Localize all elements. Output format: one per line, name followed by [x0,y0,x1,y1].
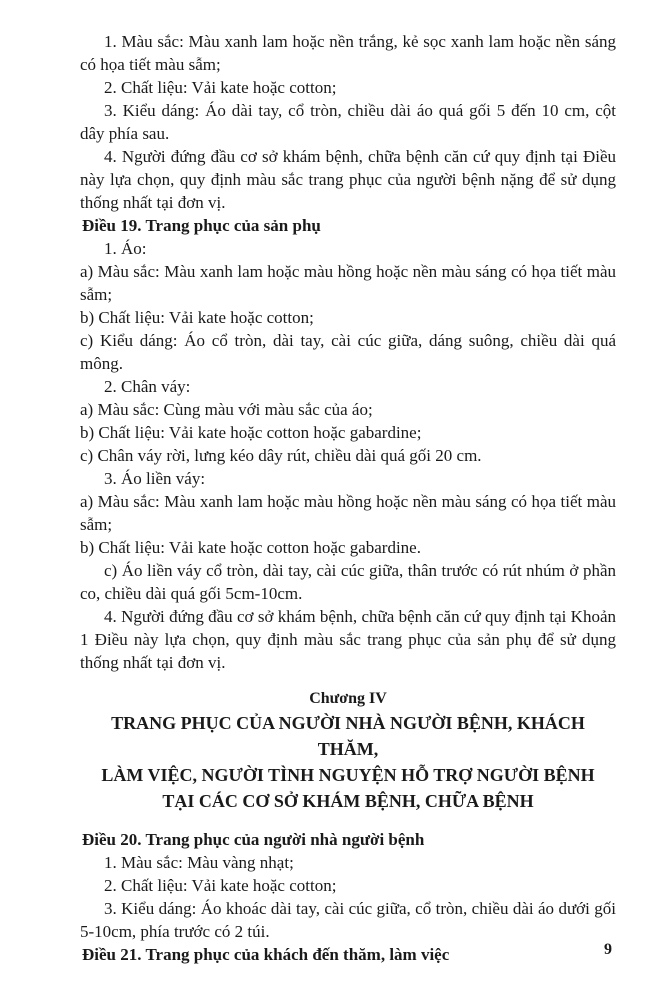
paragraph: c) Kiểu dáng: Áo cổ tròn, dài tay, cài cúc giữa, dáng suông, chiều dài quá mông. [80,331,616,373]
section-dieu-20-21 [80,828,616,966]
paragraph: a) Màu sắc: Màu xanh lam hoặc màu hồng hoặc nền màu sáng có họa tiết màu sẫm; [80,262,616,304]
paragraph: a) Màu sắc: Cùng màu với màu sắc của áo; [80,400,373,419]
chapter-title-line-1: TRANG PHỤC CỦA NGƯỜI NHÀ NGƯỜI BỆNH, KHÁCH THĂM, [111,713,585,759]
chapter-heading [80,688,616,814]
paragraph: 4. Người đứng đầu cơ sở khám bệnh, chữa bệnh căn cứ quy định tại Điều này lựa chọn, quy định màu sắc trang phục của người bệnh nặng để sử dụng thống nhất tại đơn vị. [80,147,616,212]
paragraph: 1. Màu sắc: Màu xanh lam hoặc nền trắng, kẻ sọc xanh lam hoặc nền sáng có họa tiết màu sẫm; [80,32,616,74]
article-heading: Điều 19. Trang phục của sản phụ [82,216,321,235]
paragraph: 4. Người đứng đầu cơ sở khám bệnh, chữa bệnh căn cứ quy định tại Khoản 1 Điều này lựa chọn, quy định màu sắc trang phục của sản phụ để sử dụng thống nhất tại đơn vị. [80,607,616,672]
paragraph: 1. Màu sắc: Màu vàng nhạt; [104,853,294,872]
paragraph: 3. Kiểu dáng: Áo khoác dài tay, cài cúc giữa, cổ tròn, chiều dài áo dưới gối 5-10cm, phía trước có 2 túi. [80,899,616,941]
article-heading: Điều 21. Trang phục của khách đến thăm, làm việc [82,945,450,964]
paragraph: 2. Chất liệu: Vải kate hoặc cotton; [104,876,337,895]
paragraph: 2. Chân váy: [104,377,191,396]
paragraph: 3. Kiểu dáng: Áo dài tay, cổ tròn, chiều dài áo quá gối 5 đến 10 cm, cột dây phía sau. [80,101,616,143]
paragraph: 1. Áo: [104,239,147,258]
paragraph: a) Màu sắc: Màu xanh lam hoặc màu hồng hoặc nền màu sáng có họa tiết màu sẫm; [80,492,616,534]
article-heading: Điều 20. Trang phục của người nhà người bệnh [82,830,425,849]
chapter-title-line-3: TẠI CÁC CƠ SỞ KHÁM BỆNH, CHỮA BỆNH [162,791,534,811]
paragraph: b) Chất liệu: Vải kate hoặc cotton; [80,308,314,327]
chapter-label: Chương IV [309,690,387,707]
paragraph: 3. Áo liền váy: [104,469,206,488]
chapter-title-line-2: LÀM VIỆC, NGƯỜI TÌNH NGUYỆN HỖ TRỢ NGƯỜI BỆNH [101,765,595,785]
paragraph: c) Chân váy rời, lưng kéo dây rút, chiều dài quá gối 20 cm. [80,446,482,465]
section-dieu-18-19 [80,30,616,674]
paragraph: c) Áo liền váy cổ tròn, dài tay, cài cúc giữa, thân trước có rút nhúm ở phần co, chiều dài quá gối 5cm-10cm. [80,561,616,603]
paragraph: b) Chất liệu: Vải kate hoặc cotton hoặc gabardine; [80,423,422,442]
paragraph: 2. Chất liệu: Vải kate hoặc cotton; [104,78,337,97]
paragraph: b) Chất liệu: Vải kate hoặc cotton hoặc gabardine. [80,538,421,557]
page-number: 9 [604,941,612,958]
